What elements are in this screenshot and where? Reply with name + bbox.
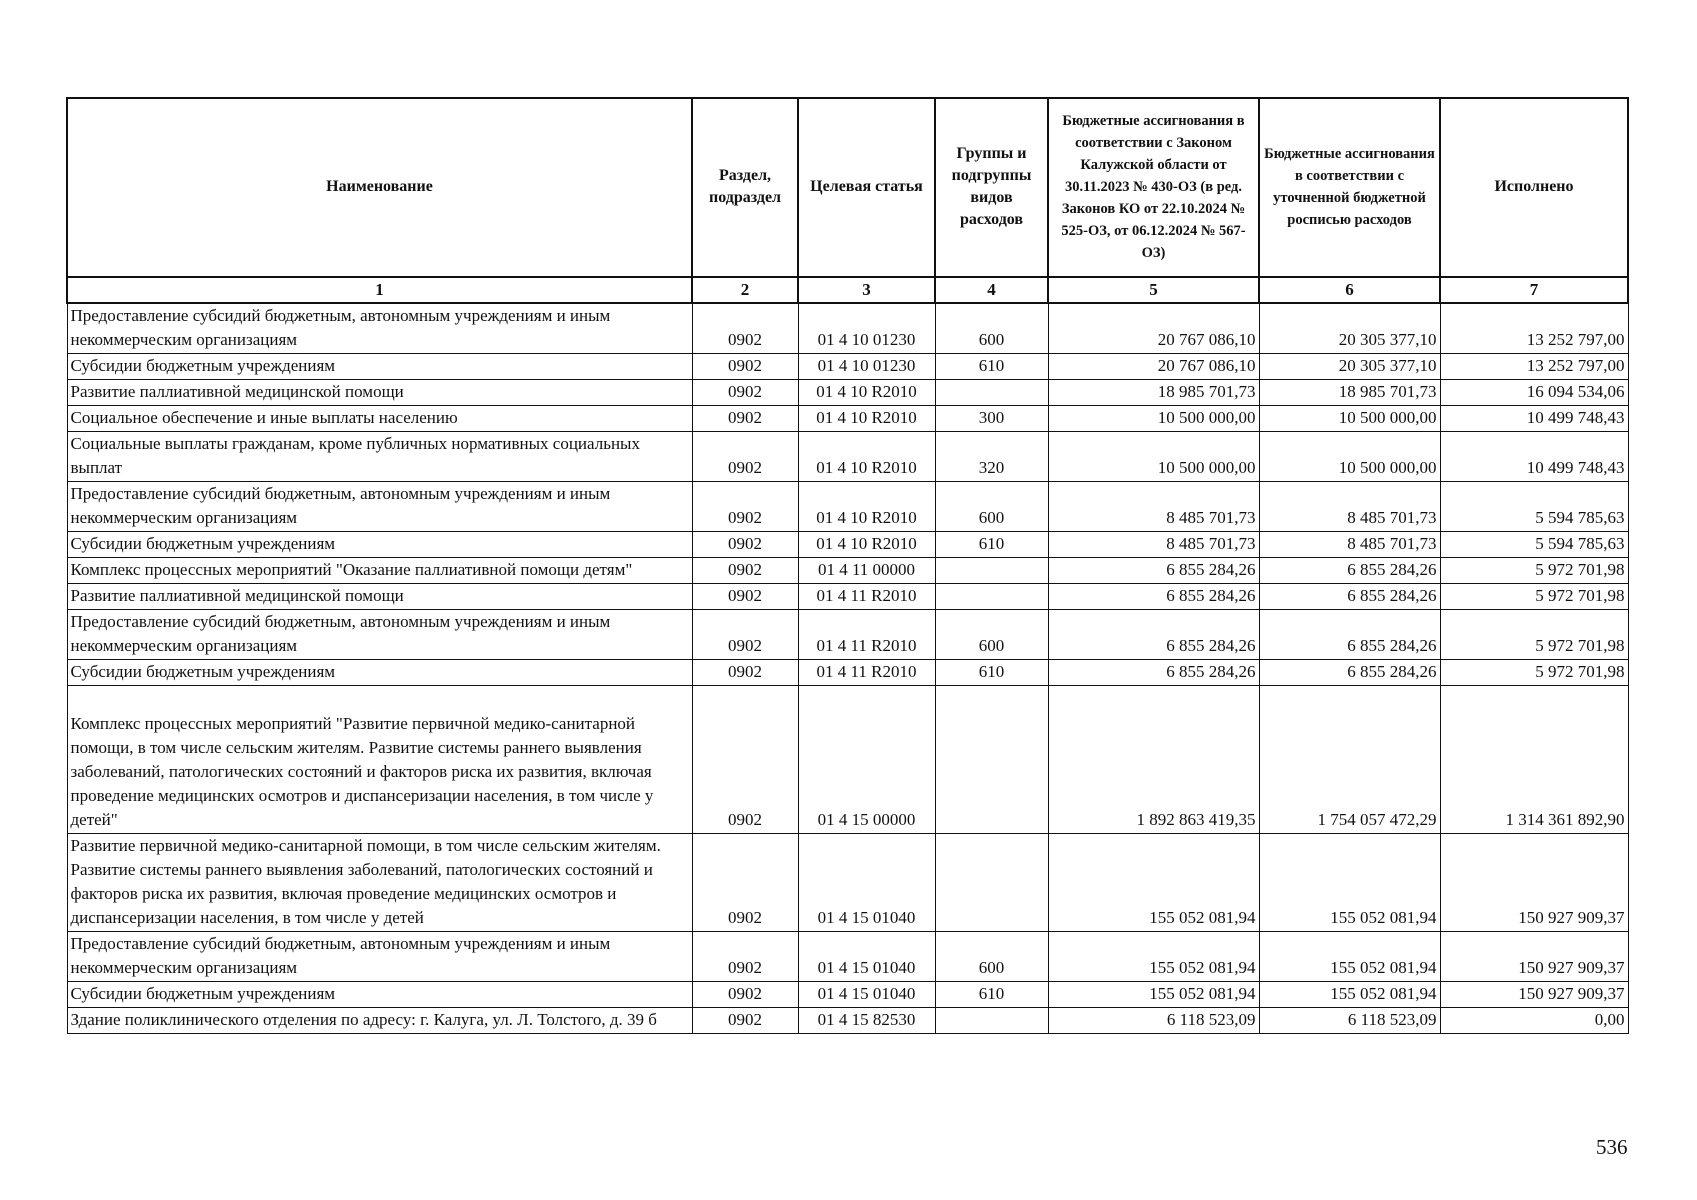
row-executed-amount: 13 252 797,00 [1440,303,1628,354]
row-expense-group: 600 [935,932,1048,982]
row-name: Предоставление субсидий бюджетным, автономным учреждениям и иным некоммерческим организациям [67,303,692,354]
row-expense-group: 610 [935,354,1048,380]
row-section: 0902 [692,1008,798,1034]
row-target-article: 01 4 15 00000 [798,686,935,834]
page-number: 536 [1596,1135,1628,1159]
row-name: Комплекс процессных мероприятий "Оказание паллиативной помощи детям" [67,558,692,584]
row-refined-amount: 155 052 081,94 [1259,982,1440,1008]
row-refined-amount: 18 985 701,73 [1259,380,1440,406]
row-name: Комплекс процессных мероприятий "Развитие первичной медико-санитарной помощи, в том числе сельским жителям. Развитие системы раннего выявления заболеваний, патологических состояний и факторов риска их развития, включая проведение медицинских осмотров и диспансеризации населения, в том числе у детей" [67,686,692,834]
row-section: 0902 [692,834,798,932]
row-refined-amount: 1 754 057 472,29 [1259,686,1440,834]
row-section: 0902 [692,982,798,1008]
row-section: 0902 [692,660,798,686]
row-name: Субсидии бюджетным учреждениям [67,354,692,380]
row-refined-amount: 155 052 081,94 [1259,834,1440,932]
row-executed-amount: 150 927 909,37 [1440,982,1628,1008]
row-target-article: 01 4 11 R2010 [798,660,935,686]
row-section: 0902 [692,584,798,610]
row-expense-group [935,686,1048,834]
row-section: 0902 [692,482,798,532]
row-refined-amount: 155 052 081,94 [1259,932,1440,982]
header-target-article: Целевая статья [798,98,935,277]
row-name: Развитие паллиативной медицинской помощи [67,380,692,406]
row-law-amount: 6 855 284,26 [1048,558,1259,584]
row-executed-amount: 16 094 534,06 [1440,380,1628,406]
row-executed-amount: 10 499 748,43 [1440,432,1628,482]
column-number: 1 [67,277,692,303]
table-row [67,686,1628,834]
row-expense-group [935,834,1048,932]
row-expense-group: 600 [935,610,1048,660]
table-row [67,482,1628,532]
row-refined-amount: 8 485 701,73 [1259,532,1440,558]
table-row [67,660,1628,686]
row-expense-group: 320 [935,432,1048,482]
row-law-amount: 20 767 086,10 [1048,354,1259,380]
table-row [67,610,1628,660]
row-name: Предоставление субсидий бюджетным, автономным учреждениям и иным некоммерческим организациям [67,932,692,982]
table-header [67,98,1628,303]
row-refined-amount: 6 855 284,26 [1259,558,1440,584]
row-target-article: 01 4 11 R2010 [798,584,935,610]
row-law-amount: 6 855 284,26 [1048,584,1259,610]
row-executed-amount: 5 594 785,63 [1440,532,1628,558]
header-section: Раздел, подраздел [692,98,798,277]
row-target-article: 01 4 10 01230 [798,303,935,354]
row-expense-group [935,558,1048,584]
header-law-allocations: Бюджетные ассигнования в соответствии с Законом Калужской области от 30.11.2023 № 430-ОЗ (в ред. Законов КО от 22.10.2024 № 525-ОЗ, от 06.12.2024 № 567-ОЗ) [1048,98,1259,277]
table-row [67,432,1628,482]
row-executed-amount: 1 314 361 892,90 [1440,686,1628,834]
row-name: Предоставление субсидий бюджетным, автономным учреждениям и иным некоммерческим организациям [67,482,692,532]
row-target-article: 01 4 15 01040 [798,834,935,932]
row-expense-group: 610 [935,982,1048,1008]
row-name: Развитие паллиативной медицинской помощи [67,584,692,610]
column-number-row [67,277,1628,303]
row-section: 0902 [692,303,798,354]
table-row [67,532,1628,558]
row-section: 0902 [692,686,798,834]
row-target-article: 01 4 10 R2010 [798,532,935,558]
row-section: 0902 [692,610,798,660]
table-row [67,834,1628,932]
row-refined-amount: 6 855 284,26 [1259,584,1440,610]
row-executed-amount: 150 927 909,37 [1440,834,1628,932]
row-target-article: 01 4 15 01040 [798,982,935,1008]
row-executed-amount: 150 927 909,37 [1440,932,1628,982]
row-section: 0902 [692,558,798,584]
row-law-amount: 8 485 701,73 [1048,532,1259,558]
row-law-amount: 20 767 086,10 [1048,303,1259,354]
row-refined-amount: 20 305 377,10 [1259,354,1440,380]
row-refined-amount: 10 500 000,00 [1259,406,1440,432]
row-executed-amount: 5 594 785,63 [1440,482,1628,532]
row-section: 0902 [692,932,798,982]
row-section: 0902 [692,354,798,380]
row-target-article: 01 4 10 R2010 [798,406,935,432]
column-number: 4 [935,277,1048,303]
row-executed-amount: 5 972 701,98 [1440,610,1628,660]
row-executed-amount: 13 252 797,00 [1440,354,1628,380]
row-target-article: 01 4 15 82530 [798,1008,935,1034]
table-row [67,584,1628,610]
table-row [67,354,1628,380]
row-target-article: 01 4 11 R2010 [798,610,935,660]
row-law-amount: 155 052 081,94 [1048,982,1259,1008]
header-expense-groups: Группы и подгруппы видов расходов [935,98,1048,277]
table-row [67,406,1628,432]
row-target-article: 01 4 11 00000 [798,558,935,584]
header-executed: Исполнено [1440,98,1628,277]
table-row [67,558,1628,584]
row-target-article: 01 4 10 R2010 [798,432,935,482]
row-law-amount: 1 892 863 419,35 [1048,686,1259,834]
row-expense-group: 300 [935,406,1048,432]
table-row [67,1008,1628,1034]
row-name: Социальные выплаты гражданам, кроме публичных нормативных социальных выплат [67,432,692,482]
row-law-amount: 10 500 000,00 [1048,406,1259,432]
table-row [67,982,1628,1008]
column-number: 2 [692,277,798,303]
row-law-amount: 10 500 000,00 [1048,432,1259,482]
row-refined-amount: 8 485 701,73 [1259,482,1440,532]
row-expense-group: 610 [935,532,1048,558]
table-body [67,303,1628,1034]
budget-table [66,97,1629,1034]
row-target-article: 01 4 10 01230 [798,354,935,380]
column-number: 6 [1259,277,1440,303]
row-law-amount: 155 052 081,94 [1048,834,1259,932]
row-expense-group [935,380,1048,406]
row-target-article: 01 4 10 R2010 [798,482,935,532]
row-law-amount: 18 985 701,73 [1048,380,1259,406]
row-refined-amount: 6 118 523,09 [1259,1008,1440,1034]
row-executed-amount: 5 972 701,98 [1440,558,1628,584]
row-section: 0902 [692,532,798,558]
row-target-article: 01 4 15 01040 [798,932,935,982]
row-law-amount: 6 855 284,26 [1048,660,1259,686]
row-section: 0902 [692,406,798,432]
row-section: 0902 [692,432,798,482]
table-row [67,380,1628,406]
row-section: 0902 [692,380,798,406]
row-name: Социальное обеспечение и иные выплаты населению [67,406,692,432]
header-row [67,98,1628,277]
header-refined-allocations: Бюджетные ассигнования в соответствии с уточненной бюджетной росписью расходов [1259,98,1440,277]
row-refined-amount: 20 305 377,10 [1259,303,1440,354]
row-law-amount: 155 052 081,94 [1048,932,1259,982]
row-name: Здание поликлинического отделения по адресу: г. Калуга, ул. Л. Толстого, д. 39 б [67,1008,692,1034]
row-executed-amount: 0,00 [1440,1008,1628,1034]
row-executed-amount: 5 972 701,98 [1440,660,1628,686]
row-expense-group: 610 [935,660,1048,686]
row-name: Субсидии бюджетным учреждениям [67,532,692,558]
row-name: Субсидии бюджетным учреждениям [67,982,692,1008]
row-name: Предоставление субсидий бюджетным, автономным учреждениям и иным некоммерческим организациям [67,610,692,660]
row-law-amount: 6 855 284,26 [1048,610,1259,660]
column-number: 3 [798,277,935,303]
row-law-amount: 6 118 523,09 [1048,1008,1259,1034]
row-executed-amount: 5 972 701,98 [1440,584,1628,610]
row-name: Развитие первичной медико-санитарной помощи, в том числе сельским жителям. Развитие системы раннего выявления заболеваний, патологических состояний и факторов риска их развития, включая проведение медицинских осмотров и диспансеризации населения, в том числе у детей [67,834,692,932]
row-target-article: 01 4 10 R2010 [798,380,935,406]
row-refined-amount: 10 500 000,00 [1259,432,1440,482]
budget-table-container [66,97,1627,1034]
table-row [67,303,1628,354]
header-name: Наименование [67,98,692,277]
row-law-amount: 8 485 701,73 [1048,482,1259,532]
row-expense-group: 600 [935,303,1048,354]
table-row [67,932,1628,982]
row-name: Субсидии бюджетным учреждениям [67,660,692,686]
row-refined-amount: 6 855 284,26 [1259,660,1440,686]
row-expense-group [935,1008,1048,1034]
column-number: 5 [1048,277,1259,303]
column-number: 7 [1440,277,1628,303]
row-expense-group [935,584,1048,610]
row-executed-amount: 10 499 748,43 [1440,406,1628,432]
row-expense-group: 600 [935,482,1048,532]
row-refined-amount: 6 855 284,26 [1259,610,1440,660]
